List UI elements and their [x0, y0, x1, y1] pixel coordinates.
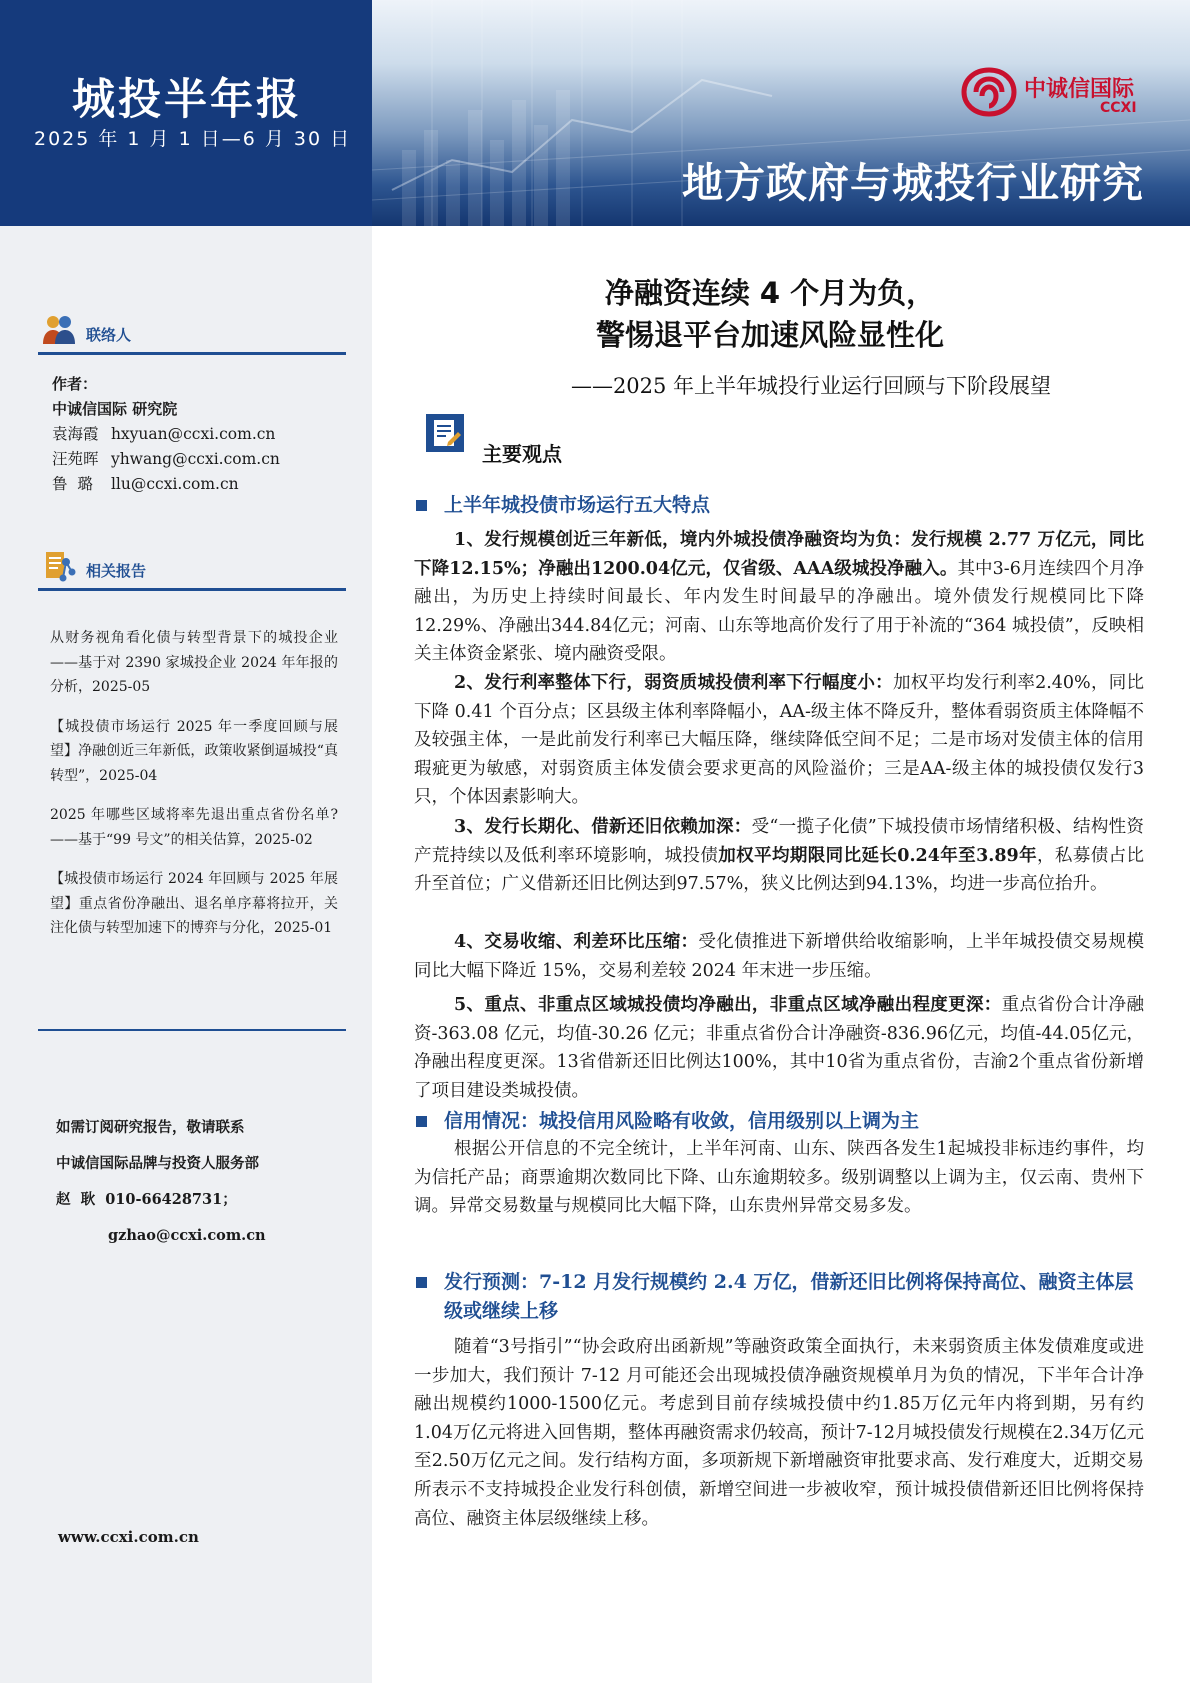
- point-3-text: 受“一揽子化债”下城投债市场情绪积极、结构性资产荒持续以及低利率环境影响，城投债: [414, 817, 1144, 866]
- forecast-text: 随着“3号指引”“协会政府出函新规”等融资政策全面执行，未来弱资质主体发债难度或进一步加大，我们预计 7-12 月可能还会出现城投债净融资规模单月为负的情况，下半年合计净融出规模约1000-1500亿元。考虑到目前存续城投债中约1.85万亿元年内将到期，另有约1.04万亿元将进入回售期，整体再融资需求仍较高，预计7-12月城投债发行规模在2.34万亿元至2.50万亿元之间。发行结构方面，多项新规下新增融资审批要求高、发行难度大，近期交易所表示不支持城投企业发行科创债，新增空间进一步被收窄，预计城投债借新还旧比例将保持高位、融资主体层级继续上移。: [414, 1337, 1144, 1529]
- website-link[interactable]: www.ccxi.com.cn: [58, 1528, 199, 1546]
- point-3-text-cont: ，私募债占比升至首位；广义借新还旧比例达到97.57%，狭义比例达到94.13%，均进一步高位抬升。: [414, 845, 1145, 895]
- subscribe-contact: 赵 耿 010-66428731；: [56, 1191, 237, 1208]
- point-4-lead: 4、交易收缩、利差环比压缩：: [454, 932, 699, 952]
- author-org: 中诚信国际 研究院: [52, 400, 178, 418]
- sidebar-divider: [38, 1029, 346, 1031]
- ccxi-logo: [960, 66, 1150, 122]
- forecast-paragraph: [414, 1333, 1144, 1533]
- key-points-label: 主要观点: [482, 442, 562, 466]
- report-type-title: 城投半年报: [72, 75, 302, 125]
- key-points-icon: [424, 412, 466, 454]
- subscribe-department: 中诚信国际品牌与投资人服务部: [56, 1155, 259, 1172]
- related-report-link[interactable]: 2025 年哪些区域将率先退出重点省份名单?——基于“99 号文”的相关估算，2025-02: [50, 807, 338, 848]
- related-report-link[interactable]: 【城投债市场运行 2024 年回顾与 2025 年展望】重点省份净融出、退名单序幕将拉开，关注化债与转型加速下的博弈与分化，2025-01: [50, 871, 338, 936]
- subscription-contact: [56, 1110, 346, 1254]
- related-reports-header: [38, 546, 346, 591]
- point-4-text: 受化债推进下新增供给收缩影响，上半年城投债交易规模同比大幅下降近 15%，交易利差较 2024 年末进一步压缩。: [414, 932, 1144, 981]
- point-5-paragraph: [414, 991, 1144, 1105]
- subscribe-line: 如需订阅研究报告，敬请联系: [56, 1119, 245, 1136]
- logo-abbr: CCXI: [1100, 100, 1137, 116]
- point-1-text: 其中3-6月连续四个月净融出，为历史上持续时间最长、年内发生时间最早的净融出。境外债发行规模同比下降12.29%、净融出344.84亿元；河南、山东等地高价发行了用于补流的“364 城投债”，反映相关主体资金紧张、境内融资受限。: [414, 558, 1145, 665]
- section-title: 发行预测：7-12 月发行规模约 2.4 万亿，借新还旧比例将保持高位、融资主体层级或继续上移: [444, 1271, 1134, 1322]
- author-heading: 作者：: [52, 375, 98, 393]
- section-title: 信用情况：城投信用风险略有收敛，信用级别以上调为主: [444, 1110, 920, 1132]
- report-period: 2025 年 1 月 1 日—6 月 30 日: [34, 128, 352, 150]
- bullet-square-icon: [416, 1277, 427, 1288]
- author-name: 鲁 璐: [52, 475, 93, 493]
- point-2-lead: 2、发行利率整体下行，弱资质城投债利率下行幅度小：: [454, 673, 893, 693]
- related-reports-label: 相关报告: [86, 562, 147, 580]
- section-heading: [414, 1107, 1144, 1136]
- author-entry: [52, 472, 352, 497]
- section-title: 上半年城投债市场运行五大特点: [444, 494, 711, 516]
- subscribe-email[interactable]: gzhao@ccxi.com.cn: [108, 1227, 266, 1244]
- related-report-link[interactable]: 从财务视角看化债与转型背景下的城投企业——基于对 2390 家城投企业 2024 年年报的分析，2025-05: [50, 630, 338, 695]
- author-email[interactable]: hxyuan@ccxi.com.cn: [110, 425, 276, 443]
- author-name: 袁海霞: [52, 425, 99, 443]
- report-title-line: 警惕退平台加速风险显性化: [595, 318, 944, 352]
- logo-name: 中诚信国际: [1024, 77, 1135, 102]
- related-reports-list: [50, 626, 338, 956]
- report-header: [0, 0, 1190, 226]
- point-1-paragraph: [414, 526, 1144, 669]
- related-reports-icon: [42, 548, 76, 584]
- related-report-link[interactable]: 【城投债市场运行 2025 年一季度回顾与展望】净融创近三年新低，政策收紧倒逼城投“真转型”，2025-04: [50, 718, 338, 784]
- author-entry: [52, 422, 352, 447]
- point-3-paragraph: [414, 813, 1144, 899]
- report-subtitle: ——2025 年上半年城投行业运行回顾与下阶段展望: [570, 374, 1052, 398]
- point-5-text: 重点省份合计净融资-363.08 亿元，均值-30.26 亿元；非重点省份合计净融资-836.96亿元，均值-44.05亿元，净融出程度更深。13省借新还旧比例达100%，其中10省为重点省份，吉渝2个重点省份新增了项目建设类城投债。: [414, 995, 1145, 1101]
- contacts-icon: [42, 312, 76, 348]
- bullet-square-icon: [416, 500, 427, 511]
- report-title-line: 净融资连续 4 个月为负，: [604, 276, 936, 310]
- authors-block: [52, 372, 352, 497]
- point-1-lead: 1、发行规模创近三年新低，境内外城投债净融资均为负：发行规模 2.77 万亿元，同比下降12.15%；净融出1200.04亿元，仅省级、AAA级城投净融入。: [414, 530, 1144, 579]
- contact-label: 联络人: [86, 326, 132, 344]
- report-title: [400, 272, 1140, 356]
- point-3-highlight: 加权平均期限同比延长0.24年至3.89年: [718, 845, 1038, 866]
- point-2-paragraph: [414, 669, 1144, 812]
- point-3-lead: 3、发行长期化、借新还旧依赖加深：: [454, 817, 752, 837]
- author-name: 汪苑晖: [52, 450, 99, 468]
- author-email[interactable]: llu@ccxi.com.cn: [110, 475, 239, 493]
- series-title: 地方政府与城投行业研究: [682, 159, 1144, 207]
- bullet-square-icon: [416, 1116, 427, 1127]
- contact-section-header: [38, 310, 346, 355]
- point-4-paragraph: [414, 928, 1144, 985]
- ccxi-logo-mark-icon: [960, 66, 1018, 118]
- point-2-text: 加权平均发行利率2.40%，同比下降 0.41 个百分点；区县级主体利率降幅小，AA-级主体不降反升，整体看弱资质主体降幅不及较强主体，一是此前发行利率已大幅压降，继续降低空间不足；二是市场对发债主体的信用瑕疵更为敏感，对弱资质主体发债会要求更高的风险溢价；三是AA-级主体的城投债仅发行3只，个体因素影响大。: [414, 673, 1144, 808]
- credit-paragraph: [414, 1135, 1144, 1221]
- point-5-lead: 5、重点、非重点区域城投债均净融出，非重点区域净融出程度更深：: [454, 995, 1002, 1015]
- sidebar: [0, 226, 372, 1683]
- section-heading: [414, 491, 1144, 520]
- credit-text: 根据公开信息的不完全统计，上半年河南、山东、陕西各发生1起城投非标违约事件，均为信托产品；商票逾期次数同比下降、山东逾期较多。级别调整以上调为主，仅云南、贵州下调。异常交易数量与规模同比大幅下降，山东贵州异常交易多发。: [414, 1139, 1144, 1217]
- section-heading: [414, 1268, 1144, 1326]
- author-entry: [52, 447, 352, 472]
- author-email[interactable]: yhwang@ccxi.com.cn: [110, 450, 280, 468]
